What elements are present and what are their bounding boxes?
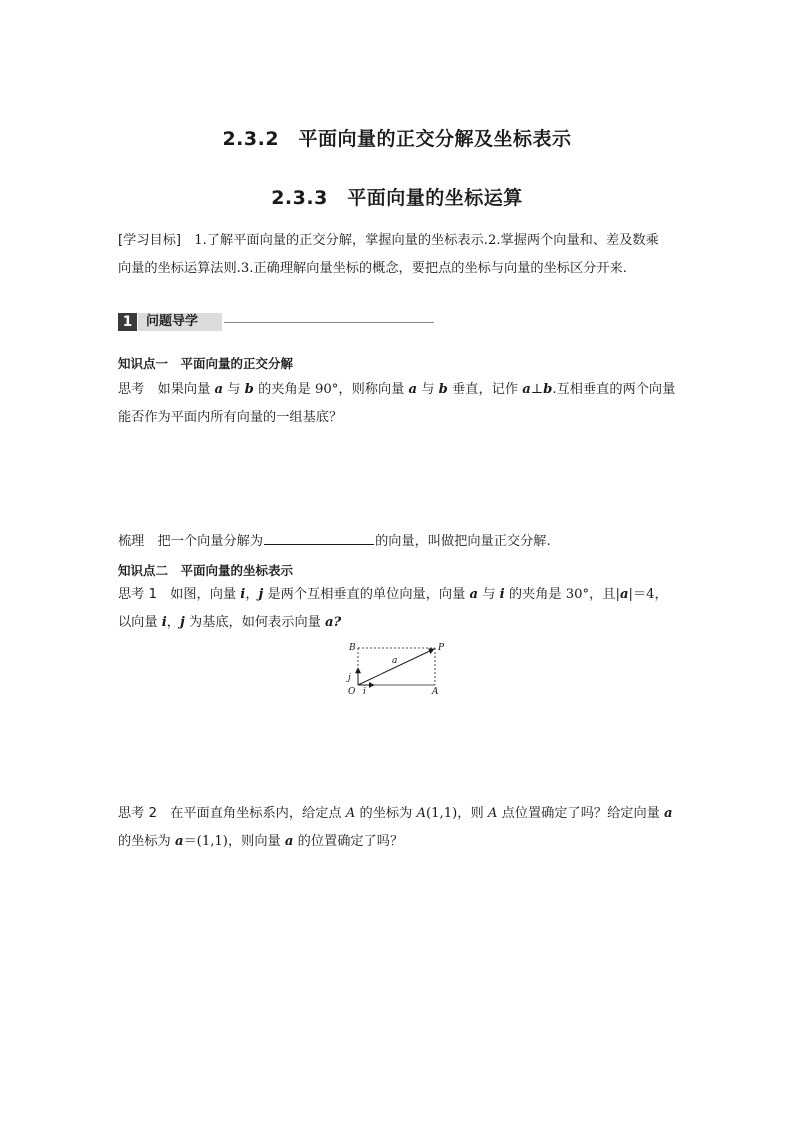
text: 如图，向量 xyxy=(156,587,241,602)
text: ＝(1,1)，则向量 xyxy=(183,834,285,849)
page-subtitle: 2.3.3 平面向量的坐标运算 xyxy=(271,187,523,209)
kp1-think-line2: 能否作为平面内所有向量的一组基底？ xyxy=(118,410,343,425)
point-A: A xyxy=(487,806,498,821)
point-A: A xyxy=(416,806,426,821)
kp2-think1 xyxy=(118,581,678,637)
text: 的夹角是 30°，且| xyxy=(504,587,620,602)
figure-svg xyxy=(340,640,450,700)
vector-a: a xyxy=(214,382,224,397)
text: 垂直，记作 xyxy=(447,382,523,397)
vector-figure xyxy=(340,640,450,700)
text: 的夹角是 90°，则称向量 xyxy=(253,382,409,397)
section-number: 1 xyxy=(118,313,137,331)
section-header xyxy=(118,313,438,331)
vector-a: a xyxy=(664,806,673,821)
text: (1,1)，则 xyxy=(426,806,488,821)
vector-a: a xyxy=(284,834,294,849)
vector-a: a xyxy=(174,834,184,849)
text: 与 xyxy=(478,587,500,602)
knowledge-point-1-title: 知识点一 平面向量的正交分解 xyxy=(118,356,294,371)
vector-b: b xyxy=(543,382,553,397)
label-a: a xyxy=(392,656,398,666)
text: .互相垂直的两个向量 xyxy=(552,382,676,397)
kp1-think xyxy=(118,376,678,432)
vector-a: a xyxy=(408,382,418,397)
text: 与 xyxy=(223,382,245,397)
vector-a: a xyxy=(522,382,531,397)
vector-j: j xyxy=(179,615,185,630)
text: 如果向量 xyxy=(144,382,215,397)
kp1-summary xyxy=(118,528,678,556)
label-j: j xyxy=(348,673,351,683)
kp2-think2 xyxy=(118,800,678,856)
text: 的坐标为 xyxy=(355,806,417,821)
text: 的向量，叫做把向量正交分解. xyxy=(375,534,551,549)
label-P: P xyxy=(438,643,445,653)
label-O: O xyxy=(348,687,356,697)
fill-blank[interactable] xyxy=(264,531,374,545)
label-B: B xyxy=(349,643,356,653)
vector-j: j xyxy=(258,587,264,602)
vector-a: a? xyxy=(325,615,342,630)
vector-a: a xyxy=(619,587,629,602)
vector-b: b xyxy=(244,382,254,397)
kp1-think-label: 思考 xyxy=(118,382,145,397)
label-i: i xyxy=(363,687,366,697)
section-label: 问题导学 xyxy=(138,313,222,331)
goals-line2: 向量的坐标运算法则.3.正确理解向量坐标的概念，要把点的坐标与向量的坐标区分开来. xyxy=(118,261,627,276)
vector-b: b xyxy=(438,382,448,397)
text: ， xyxy=(166,615,180,630)
knowledge-point-2-title: 知识点二 平面向量的坐标表示 xyxy=(118,563,294,578)
goals-label: [学习目标] xyxy=(118,233,182,248)
vector-a-arrow xyxy=(358,649,434,685)
vector-i: i xyxy=(240,587,246,602)
goals-line1: 1.了解平面向量的正交分解，掌握向量的坐标表示.2.掌握两个向量和、差及数乘 xyxy=(181,233,659,248)
label-A: A xyxy=(432,687,439,697)
text: ， xyxy=(245,587,259,602)
kp2-think2-label: 思考 2 xyxy=(118,806,157,821)
point-A: A xyxy=(345,806,356,821)
text: 的位置确定了吗？ xyxy=(293,834,404,849)
section-divider xyxy=(224,322,434,323)
text: 的坐标为 xyxy=(118,834,175,849)
text: 是两个互相垂直的单位向量，向量 xyxy=(263,587,470,602)
vector-a: a xyxy=(469,587,479,602)
learning-goals xyxy=(118,227,678,283)
perp-symbol: ⊥ xyxy=(530,382,544,397)
vector-i: i xyxy=(161,615,167,630)
text: 在平面直角坐标系内，给定点 xyxy=(156,806,346,821)
text: 为基底，如何表示向量 xyxy=(184,615,326,630)
text: 以向量 xyxy=(118,615,162,630)
kp1-summary-label: 梳理 xyxy=(118,534,145,549)
vector-i: i xyxy=(499,587,505,602)
kp2-think1-label: 思考 1 xyxy=(118,587,157,602)
text: 把一个向量分解为 xyxy=(144,534,264,549)
page-title: 2.3.2 平面向量的正交分解及坐标表示 xyxy=(222,128,572,150)
text: 与 xyxy=(417,382,439,397)
text: 点位置确定了吗？给定向量 xyxy=(497,806,665,821)
text: |＝4， xyxy=(628,587,668,602)
